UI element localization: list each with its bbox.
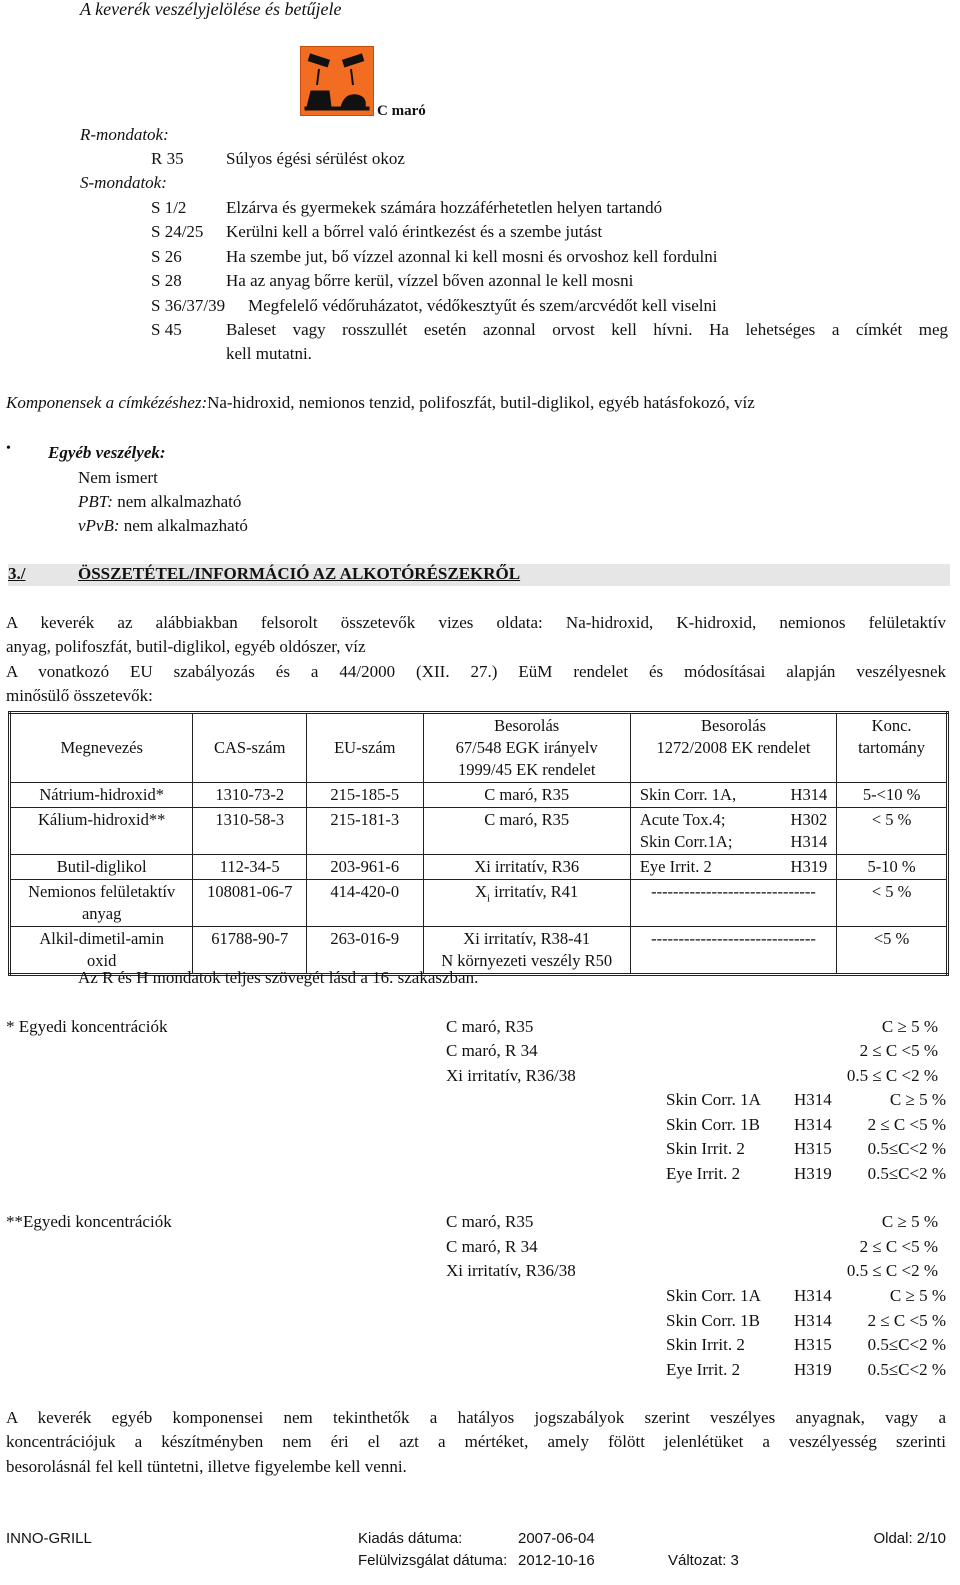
paragraph-line: koncentrációjuk a készítményben nem éri el azt a mértéket, amely fölött jelenlétüket a veszélyesség szerinti	[6, 1432, 946, 1451]
s-code: S 26	[151, 247, 182, 266]
footer-issue-label: Kiadás dátuma:	[358, 1530, 463, 1547]
clp-conc-row: Skin Corr. 1A H314 C ≥ 5 %	[666, 1286, 946, 1305]
cell-conc: < 5 %	[837, 880, 948, 927]
s-code: S 45	[151, 320, 182, 339]
clp-conc-list	[666, 1088, 946, 1186]
paragraph-line: anyag, polifoszfát, butil-diglikol, egyéb oldószer, víz	[6, 637, 366, 656]
s-text: Ha az anyag bőrre kerül, vízzel bőven azonnal le kell mosni	[226, 271, 634, 290]
cell-classification: Xi irritatív, R38-41 N környezeti veszély R50	[423, 927, 630, 975]
cell-clp: Eye Irrit. 2 H319	[630, 855, 836, 880]
other-hazards-title: Egyéb veszélyek:	[48, 443, 166, 462]
dsd-label: C maró, R35	[446, 1212, 534, 1231]
header-cell: Konc. tartomány	[837, 713, 948, 783]
footer-review-label: Felülvizsgálat dátuma:	[358, 1552, 508, 1569]
s-code: S 1/2	[151, 198, 187, 217]
cell-eu: 215-181-3	[307, 808, 424, 855]
paragraph-line: A keverék az alábbiakban felsorolt összetevők vizes oldata: Na-hidroxid, K-hidroxid, nemionos felületaktív	[6, 613, 946, 632]
cell-cas: 1310-58-3	[193, 808, 307, 855]
section-number: 3./	[8, 564, 26, 583]
dsd-label: C maró, R 34	[446, 1041, 538, 1060]
footer-page-number: Oldal: 2/10	[873, 1530, 946, 1547]
footer-review-date: 2012-10-16	[518, 1552, 595, 1569]
cell-cas: 108081-06-7	[193, 880, 307, 927]
bullet-icon: •	[6, 441, 11, 456]
header-cell: Besorolás 67/548 EGK irányelv 1999/45 EK rendelet	[423, 713, 630, 783]
cell-clp: Skin Corr. 1A, H314	[630, 783, 836, 808]
r-code: R 35	[151, 149, 184, 168]
vpvb-value: nem alkalmazható	[123, 516, 248, 535]
cell-clp: ------------------------------	[630, 880, 836, 927]
dsd-range: 2 ≤ C <5 %	[859, 1041, 938, 1060]
table-row	[10, 808, 948, 855]
clp-conc-row: Skin Corr. 1A H314 C ≥ 5 %	[666, 1090, 946, 1109]
footer-version: Változat: 3	[668, 1552, 739, 1569]
vpvb-line	[78, 516, 248, 536]
clp-conc-list	[666, 1284, 946, 1382]
s-text: Baleset vagy rosszullét esetén azonnal orvost kell hívni. Ha lehetséges a címkét meg	[226, 320, 948, 339]
paragraph-line: A keverék egyéb komponensei nem tekinthetők a hatályos jogszabályok szerint veszélyes anyagnak, vagy a	[6, 1408, 946, 1427]
cell-classification: C maró, R35	[423, 783, 630, 808]
indiv-conc-title: * Egyedi koncentrációk	[6, 1017, 168, 1036]
s-text-continued: kell mutatni.	[226, 344, 312, 363]
s-text: Ha szembe jut, bő vízzel azonnal ki kell mosni és orvoshoz kell fordulni	[226, 247, 718, 266]
cell-cas: 61788-90-7	[193, 927, 307, 975]
cell-name: Alkil-dimetil-amin oxid	[10, 927, 193, 975]
cell-conc: <5 %	[837, 927, 948, 975]
cell-cas: 112-34-5	[193, 855, 307, 880]
dsd-label: C maró, R35	[446, 1017, 534, 1036]
hazard-symbol-caption: C maró	[377, 103, 426, 119]
s-text: Elzárva és gyermekek számára hozzáférhetetlen helyen tartandó	[226, 198, 663, 217]
header-cell: EU-szám	[307, 713, 424, 783]
pbt-label: PBT:	[78, 492, 113, 511]
vpvb-label: vPvB:	[78, 516, 120, 535]
cell-clp: ------------------------------	[630, 927, 836, 975]
table-row	[10, 855, 948, 880]
cell-name: Kálium-hidroxid**	[10, 808, 193, 855]
footer-issue-date: 2007-06-04	[518, 1530, 595, 1547]
paragraph-line: A vonatkozó EU szabályozás és a 44/2000 (XII. 27.) EüM rendelet és módosításai alapján veszélyesnek	[6, 662, 946, 681]
cell-eu: 263-016-9	[307, 927, 424, 975]
s-sentences-label: S-mondatok:	[80, 173, 167, 192]
other-hazards-text: Nem ismert	[78, 468, 158, 487]
dsd-label: C maró, R 34	[446, 1237, 538, 1256]
pbt-line	[78, 492, 241, 512]
cell-conc: 5-10 %	[837, 855, 948, 880]
dsd-range: C ≥ 5 %	[881, 1017, 938, 1036]
s-text: Kerülni kell a bőrrel való érintkezést és a szembe jutást	[226, 222, 603, 241]
paragraph-line: besorolásnál fel kell tüntetni, illetve figyelembe kell venni.	[6, 1457, 407, 1476]
section-title: ÖSSZETÉTEL/INFORMÁCIÓ AZ ALKOTÓRÉSZEKRŐL	[78, 564, 521, 583]
dsd-range: 0.5 ≤ C <2 %	[846, 1261, 938, 1280]
cell-classification: C maró, R35	[423, 808, 630, 855]
footer-product: INNO-GRILL	[6, 1530, 92, 1547]
r-sentences-label: R-mondatok:	[80, 125, 169, 144]
dsd-label: Xi irritatív, R36/38	[446, 1066, 576, 1085]
corrosive-pictogram-icon	[300, 46, 374, 116]
section-subtitle: A keverék veszélyjelölése és betűjele	[80, 0, 342, 19]
clp-conc-row: Skin Corr. 1B H314 2 ≤ C <5 %	[666, 1310, 946, 1330]
clp-conc-row: Eye Irrit. 2 H319 0.5≤C<2 %	[666, 1163, 946, 1183]
components-text: Na-hidroxid, nemionos tenzid, polifoszfát, butil-diglikol, egyéb hatásfokozó, víz	[207, 393, 755, 412]
s-code: S 36/37/39	[151, 296, 226, 315]
s-code: S 24/25	[151, 222, 204, 241]
cell-conc: 5-<10 %	[837, 783, 948, 808]
cell-name: Nátrium-hidroxid*	[10, 783, 193, 808]
r-text: Súlyos égési sérülést okoz	[226, 149, 405, 168]
pbt-value: nem alkalmazható	[117, 492, 242, 511]
components-for-labelling	[6, 393, 755, 413]
clp-conc-row: Skin Irrit. 2 H315 0.5≤C<2 %	[666, 1139, 946, 1158]
components-label: Komponensek a címkézéshez:	[6, 393, 208, 412]
dsd-range: 0.5 ≤ C <2 %	[846, 1066, 938, 1085]
cell-cas: 1310-73-2	[193, 783, 307, 808]
dsd-range: 2 ≤ C <5 %	[859, 1237, 938, 1256]
composition-table	[8, 711, 949, 976]
dsd-range: C ≥ 5 %	[881, 1212, 938, 1231]
clp-conc-row: Eye Irrit. 2 H319 0.5≤C<2 %	[666, 1359, 946, 1379]
s-text: Megfelelő védőruházatot, védőkesztyűt és szem/arcvédőt kell viselni	[248, 296, 717, 315]
cell-classification: $X_i$ irritatív, R41	[423, 880, 630, 927]
cell-name: Butil-diglikol	[10, 855, 193, 880]
header-cell: CAS-szám	[193, 713, 307, 783]
table-row	[10, 880, 948, 927]
paragraph-line: minősülő összetevők:	[6, 686, 153, 705]
dsd-label: Xi irritatív, R36/38	[446, 1261, 576, 1280]
header-cell: Megnevezés	[10, 713, 193, 783]
table-note: Az R és H mondatok teljes szövegét lásd a 16. szakaszban.	[78, 968, 479, 987]
cell-conc: < 5 %	[837, 808, 948, 855]
cell-eu: 203-961-6	[307, 855, 424, 880]
header-cell: Besorolás 1272/2008 EK rendelet	[630, 713, 836, 783]
cell-eu: 414-420-0	[307, 880, 424, 927]
cell-classification: Xi irritatív, R36	[423, 855, 630, 880]
indiv-conc-title: **Egyedi koncentrációk	[6, 1212, 172, 1231]
cell-clp: Acute Tox.4; H302 Skin Corr.1A; H314	[630, 808, 836, 855]
cell-name: Nemionos felületaktív anyag	[10, 880, 193, 927]
table-header-row	[10, 713, 948, 783]
clp-conc-row: Skin Corr. 1B H314 2 ≤ C <5 %	[666, 1114, 946, 1134]
s-code: S 28	[151, 271, 182, 290]
clp-conc-row: Skin Irrit. 2 H315 0.5≤C<2 %	[666, 1335, 946, 1354]
table-row	[10, 783, 948, 808]
cell-eu: 215-185-5	[307, 783, 424, 808]
